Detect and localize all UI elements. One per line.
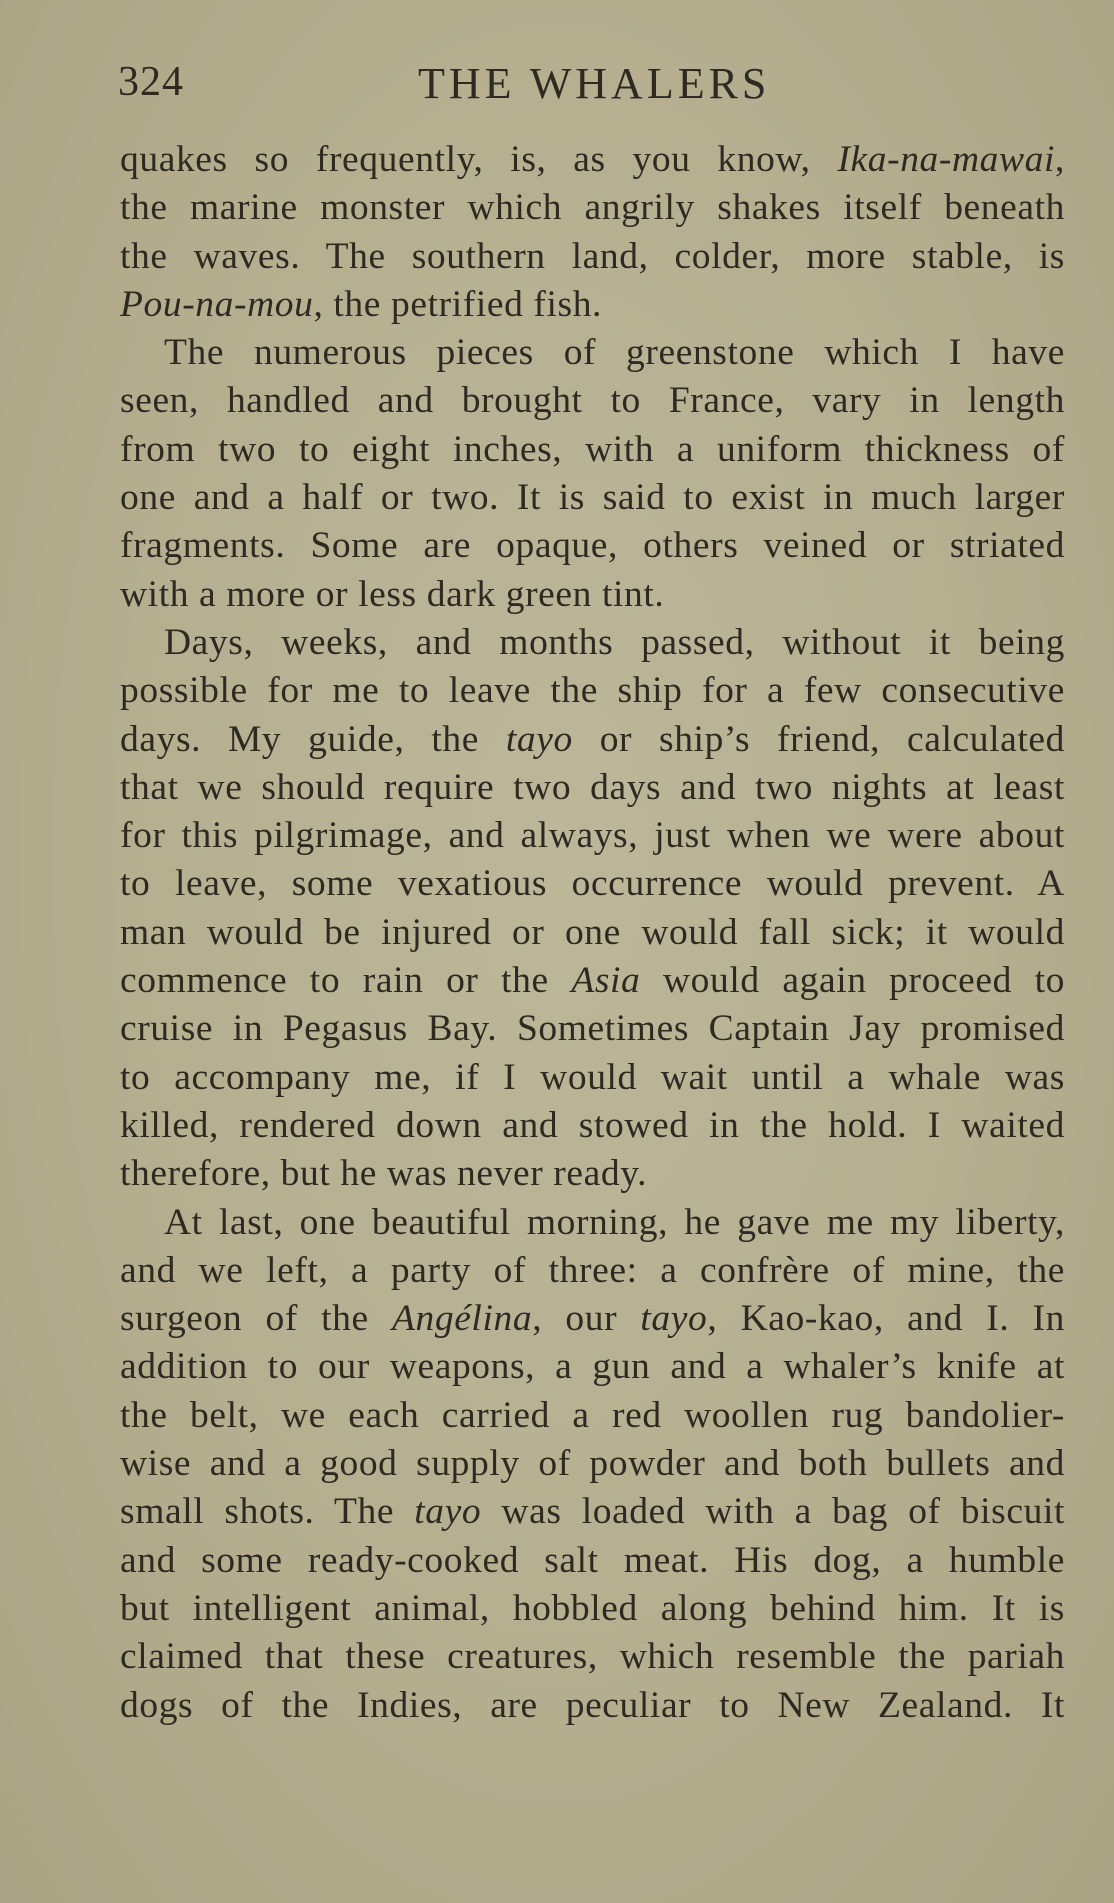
text-segment: claimed that these creatures, which resemble the pariah: [120, 1636, 1065, 1678]
text-segment: that we should require two days and two nights at least: [120, 766, 1065, 808]
text-segment: commence to rain or the: [120, 960, 572, 1002]
text-segment: the belt, we each carried a red woollen rug bandolier-: [120, 1394, 1065, 1436]
page-header: [118, 58, 1058, 118]
text-segment: for this pilgrimage, and always, just when we were about: [120, 815, 1065, 857]
text-line: [120, 764, 1065, 812]
text-segment: dogs of the Indies, are peculiar to New Zealand. It: [120, 1684, 1065, 1726]
text-line: [120, 667, 1065, 715]
text-segment: quakes so frequently, is, as you know,: [120, 139, 838, 180]
text-segment: , Kao-kao, and I. In: [707, 1298, 1065, 1340]
text-segment: cruise in Pegasus Bay. Sometimes Captain Jay promised: [120, 1008, 1065, 1050]
text-line: [120, 1537, 1065, 1585]
text-segment: was loaded with a bag of biscuit: [481, 1491, 1065, 1533]
text-line: [120, 957, 1065, 1005]
text-segment: The numerous pieces of greenstone which I have: [164, 332, 1065, 374]
text-line: [120, 426, 1065, 474]
italic-text: Pou-na-mou: [120, 283, 314, 325]
text-segment: wise and a good supply of powder and both bullets and: [120, 1443, 1065, 1485]
text-segment: ,: [1055, 139, 1065, 180]
running-head: THE WHALERS: [418, 59, 771, 108]
text-segment: but intelligent animal, hobbled along behind him. It is: [120, 1587, 1065, 1629]
text-segment: Days, weeks, and months passed, without it being: [164, 621, 1065, 663]
italic-text: Angélina: [391, 1298, 533, 1340]
italic-text: tayo: [414, 1491, 482, 1533]
text-segment: the marine monster which angrily shakes itself beneath: [120, 187, 1065, 229]
text-segment: small shots. The: [120, 1491, 415, 1533]
italic-text: tayo: [640, 1298, 708, 1340]
text-segment: days. My guide, the: [120, 718, 506, 760]
text-segment: possible for me to leave the ship for a few consecutive: [120, 670, 1065, 712]
text-line: [120, 474, 1065, 522]
text-segment: addition to our weapons, a gun and a whaler’s knife at: [120, 1346, 1065, 1388]
text-line: [120, 1199, 1065, 1247]
text-segment: to leave, some vexatious occurrence would prevent. A: [120, 863, 1065, 905]
text-line: [120, 812, 1065, 860]
body-text: [120, 136, 1065, 1730]
text-line: [120, 1343, 1065, 1391]
text-line: [120, 522, 1065, 570]
text-line: [120, 1150, 1065, 1198]
text-line: [120, 619, 1065, 667]
text-segment: seen, handled and brought to France, vary in length: [120, 380, 1065, 422]
text-line: [120, 1585, 1065, 1633]
text-line: [120, 1102, 1065, 1150]
text-segment: therefore, but he was never ready.: [120, 1153, 648, 1195]
text-segment: would again proceed to: [640, 960, 1065, 1002]
text-line: [120, 1295, 1065, 1343]
text-line: [120, 1054, 1065, 1102]
text-line: [120, 1005, 1065, 1053]
text-segment: man would be injured or one would fall sick; it would: [120, 911, 1065, 953]
text-segment: or ship’s friend, calculated: [572, 718, 1065, 760]
text-line: [120, 571, 1065, 619]
text-segment: and we left, a party of three: a confrère of mine, the: [120, 1249, 1065, 1291]
text-segment: with a more or less dark green tint.: [120, 573, 665, 615]
text-segment: surgeon of the: [120, 1298, 392, 1340]
italic-text: tayo: [505, 718, 573, 760]
text-line: [120, 1440, 1065, 1488]
text-segment: from two to eight inches, with a uniform thickness of: [120, 428, 1065, 470]
text-line: [120, 329, 1065, 377]
text-segment: killed, rendered down and stowed in the hold. I waited: [120, 1104, 1065, 1146]
text-segment: and some ready-cooked salt meat. His dog, a humble: [120, 1539, 1065, 1581]
text-segment: , our: [532, 1298, 641, 1340]
text-line: [120, 1682, 1065, 1730]
text-segment: the waves. The southern land, colder, more stable, is: [120, 235, 1065, 277]
text-line: [120, 1633, 1065, 1681]
text-line: [120, 281, 1065, 329]
text-line: [120, 233, 1065, 281]
text-line: [120, 1247, 1065, 1295]
italic-text: Ika-na-mawai: [837, 139, 1056, 180]
text-line: [120, 909, 1065, 957]
text-line: [120, 377, 1065, 425]
text-segment: At last, one beautiful morning, he gave me my liberty,: [164, 1201, 1065, 1243]
text-segment: to accompany me, if I would wait until a whale was: [120, 1056, 1065, 1098]
text-segment: fragments. Some are opaque, others veined or striated: [120, 525, 1065, 567]
text-line: [120, 716, 1065, 764]
text-line: [120, 136, 1065, 184]
text-segment: one and a half or two. It is said to exist in much larger: [120, 477, 1065, 519]
italic-text: Asia: [571, 960, 641, 1002]
text-line: [120, 860, 1065, 908]
page-number: 324: [118, 59, 184, 105]
text-segment: , the petrified fish.: [313, 283, 603, 325]
text-line: [120, 184, 1065, 232]
text-line: [120, 1392, 1065, 1440]
text-line: [120, 1488, 1065, 1536]
